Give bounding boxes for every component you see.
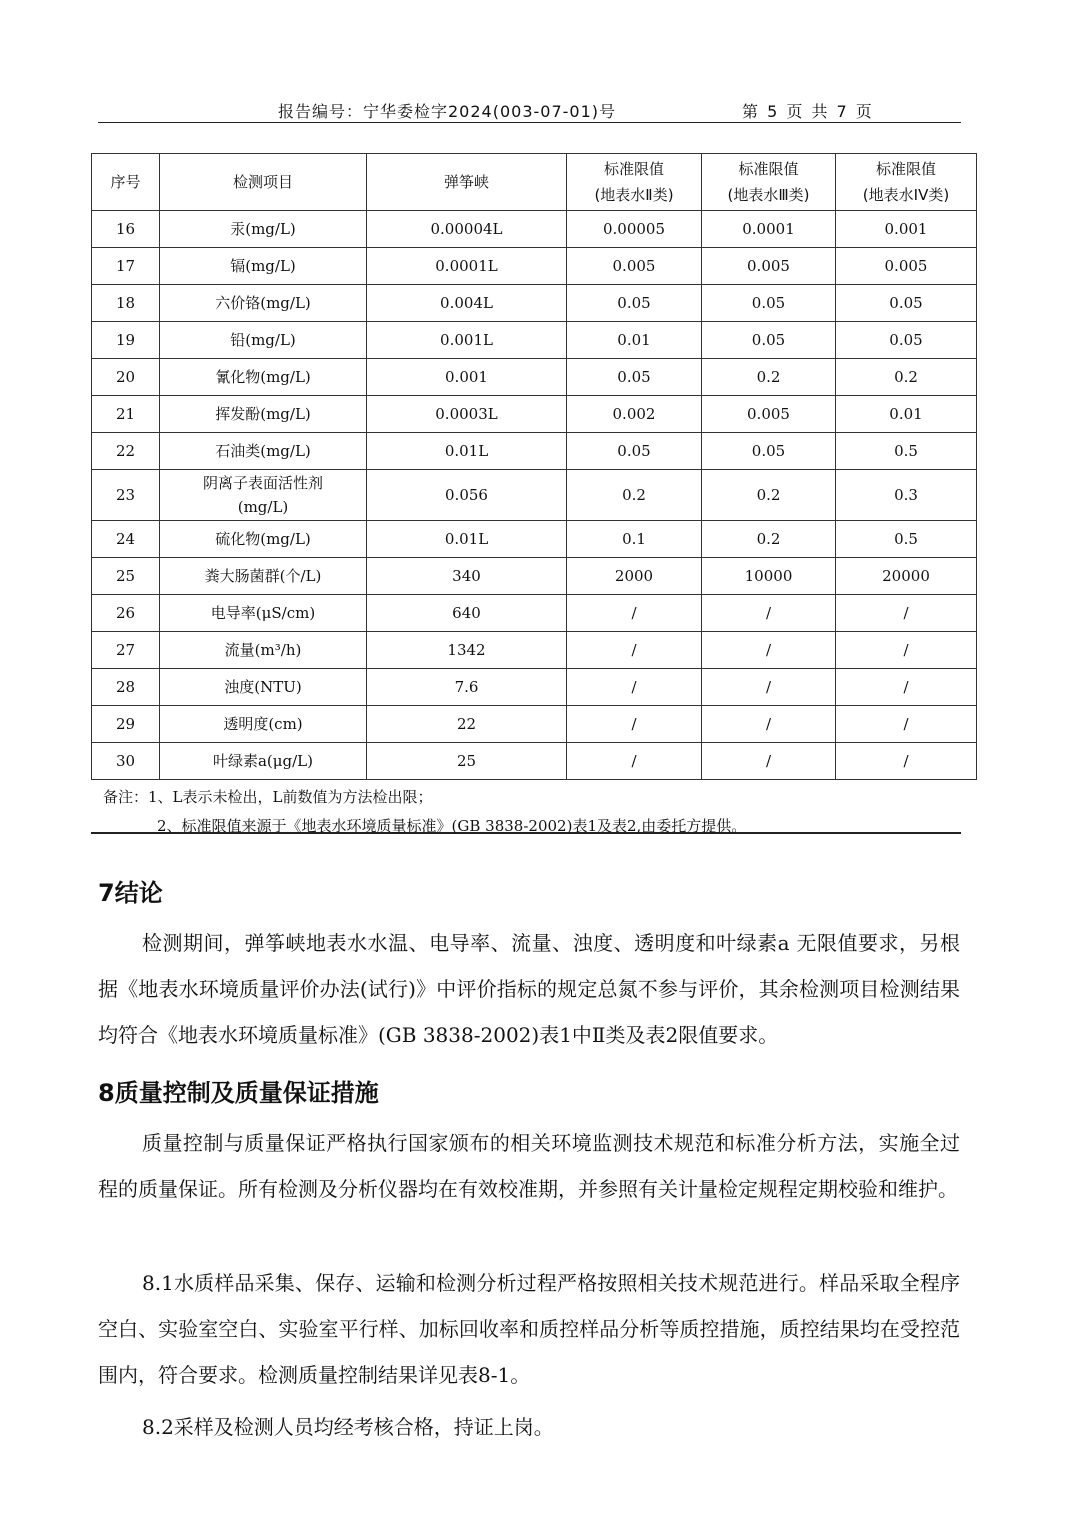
- cell-std4: 0.3: [836, 470, 977, 521]
- qc-paragraph-2: 8.1水质样品采集、保存、运输和检测分析过程严格按照相关技术规范进行。样品采取全程序空白、实验室空白、实验室平行样、加标回收率和质控样品分析等质控措施，质控结果均在受控范围内，符合要求。检测质量控制结果详见表8-1。: [98, 1271, 960, 1387]
- cell-std4: 20000: [836, 558, 977, 595]
- cell-std2: 0.01: [567, 322, 702, 359]
- section-8-2-body: [98, 1404, 960, 1450]
- cell-no: 16: [92, 211, 160, 248]
- cell-item: 叶绿素a(μg/L): [160, 743, 367, 780]
- cell-std2: 0.002: [567, 396, 702, 433]
- table-notes: [91, 776, 961, 834]
- cell-no: 28: [92, 669, 160, 706]
- qc-paragraph-1: 质量控制与质量保证严格执行国家颁布的相关环境监测技术规范和标准分析方法，实施全过程的质量保证。所有检测及分析仪器均在有效校准期，并参照有关计量检定规程定期校验和维护。: [98, 1131, 960, 1201]
- table-row: [92, 743, 977, 780]
- note-line-2: 2、标准限值来源于《地表水环境质量标准》(GB 3838-2002)表1及表2,由委托方提供。: [157, 817, 747, 835]
- header-item: 检测项目: [160, 154, 367, 211]
- cell-std4: 0.05: [836, 285, 977, 322]
- cell-item: 阴离子表面活性剂 (mg/L): [160, 470, 367, 521]
- cell-std2: 0.05: [567, 285, 702, 322]
- cell-value: 0.0003L: [367, 396, 567, 433]
- cell-item: 透明度(cm): [160, 706, 367, 743]
- cell-std3: /: [702, 632, 836, 669]
- table-row: [92, 669, 977, 706]
- cell-no: 21: [92, 396, 160, 433]
- cell-no: 17: [92, 248, 160, 285]
- cell-std2: 0.005: [567, 248, 702, 285]
- cell-std3: 0.005: [702, 396, 836, 433]
- table-row: [92, 359, 977, 396]
- table-row: [92, 521, 977, 558]
- header-std-class2: 标准限值 (地表水Ⅱ类): [567, 154, 702, 211]
- cell-no: 19: [92, 322, 160, 359]
- cell-std2: /: [567, 706, 702, 743]
- cell-std3: /: [702, 595, 836, 632]
- cell-value: 0.001L: [367, 322, 567, 359]
- cell-no: 25: [92, 558, 160, 595]
- qc-paragraph-3: 8.2采样及检测人员均经考核合格，持证上岗。: [142, 1415, 554, 1439]
- table-row: [92, 433, 977, 470]
- table-row: [92, 285, 977, 322]
- cell-std3: 0.2: [702, 359, 836, 396]
- cell-std3: /: [702, 669, 836, 706]
- cell-value: 0.01L: [367, 433, 567, 470]
- report-number: 报告编号：宁华委检字2024(003-07-01)号: [278, 102, 617, 121]
- cell-value: 7.6: [367, 669, 567, 706]
- cell-no: 30: [92, 743, 160, 780]
- cell-std3: 0.05: [702, 322, 836, 359]
- section-8-title: 8质量控制及质量保证措施: [98, 1079, 379, 1107]
- cell-std2: 0.05: [567, 433, 702, 470]
- cell-std3: 0.2: [702, 470, 836, 521]
- table-row: [92, 558, 977, 595]
- cell-std2: /: [567, 743, 702, 780]
- cell-std4: /: [836, 706, 977, 743]
- header-no: 序号: [92, 154, 160, 211]
- cell-value: 1342: [367, 632, 567, 669]
- cell-std2: 0.2: [567, 470, 702, 521]
- cell-no: 29: [92, 706, 160, 743]
- cell-value: 0.004L: [367, 285, 567, 322]
- section-7-body: [98, 920, 960, 1058]
- cell-std3: 10000: [702, 558, 836, 595]
- cell-no: 23: [92, 470, 160, 521]
- section-8-1-body: [98, 1260, 960, 1398]
- header-site: 弹筝峡: [367, 154, 567, 211]
- cell-std2: 0.00005: [567, 211, 702, 248]
- cell-value: 0.001: [367, 359, 567, 396]
- header-std-class4: 标准限值 (地表水IV类): [836, 154, 977, 211]
- section-7-title: 7结论: [98, 879, 163, 907]
- cell-value: 0.00004L: [367, 211, 567, 248]
- cell-value: 0.01L: [367, 521, 567, 558]
- cell-no: 18: [92, 285, 160, 322]
- page-header: [98, 98, 961, 123]
- cell-no: 20: [92, 359, 160, 396]
- note-line-1: 备注：1、L表示未检出，L前数值为方法检出限；: [103, 788, 433, 806]
- cell-no: 24: [92, 521, 160, 558]
- cell-std4: 0.001: [836, 211, 977, 248]
- cell-std4: /: [836, 669, 977, 706]
- cell-std4: 0.5: [836, 433, 977, 470]
- cell-no: 26: [92, 595, 160, 632]
- cell-std2: 0.05: [567, 359, 702, 396]
- results-table: [91, 153, 977, 780]
- cell-std4: /: [836, 743, 977, 780]
- cell-item: 石油类(mg/L): [160, 433, 367, 470]
- cell-item: 浊度(NTU): [160, 669, 367, 706]
- cell-std3: 0.2: [702, 521, 836, 558]
- cell-std4: 0.005: [836, 248, 977, 285]
- table-row: [92, 396, 977, 433]
- cell-item: 氰化物(mg/L): [160, 359, 367, 396]
- section-8-body: [98, 1120, 960, 1212]
- table-header-row: [92, 154, 977, 211]
- cell-std2: /: [567, 669, 702, 706]
- cell-item: 六价铬(mg/L): [160, 285, 367, 322]
- cell-item: 铅(mg/L): [160, 322, 367, 359]
- cell-std4: /: [836, 595, 977, 632]
- header-std-class3: 标准限值 (地表水Ⅲ类): [702, 154, 836, 211]
- cell-value: 0.0001L: [367, 248, 567, 285]
- cell-item: 挥发酚(mg/L): [160, 396, 367, 433]
- cell-std4: /: [836, 632, 977, 669]
- cell-std3: 0.05: [702, 285, 836, 322]
- cell-value: 25: [367, 743, 567, 780]
- cell-std2: /: [567, 595, 702, 632]
- table-row: [92, 322, 977, 359]
- cell-std2: 2000: [567, 558, 702, 595]
- cell-item: 镉(mg/L): [160, 248, 367, 285]
- table-row: [92, 470, 977, 521]
- table-row: [92, 248, 977, 285]
- page-number: 第 5 页 共 7 页: [742, 102, 874, 121]
- cell-value: 22: [367, 706, 567, 743]
- cell-item: 粪大肠菌群(个/L): [160, 558, 367, 595]
- cell-item: 硫化物(mg/L): [160, 521, 367, 558]
- cell-std3: /: [702, 706, 836, 743]
- cell-item: 电导率(μS/cm): [160, 595, 367, 632]
- conclusion-paragraph: 检测期间，弹筝峡地表水水温、电导率、流量、浊度、透明度和叶绿素a 无限值要求，另根据《地表水环境质量评价办法(试行)》中评价指标的规定总氮不参与评价，其余检测项目检测结果均符合《地表水环境质量标准》(GB 3838-2002)表1中Ⅱ类及表2限值要求。: [98, 931, 960, 1047]
- cell-std2: 0.1: [567, 521, 702, 558]
- cell-std4: 0.2: [836, 359, 977, 396]
- table-row: [92, 706, 977, 743]
- cell-std3: 0.005: [702, 248, 836, 285]
- cell-value: 640: [367, 595, 567, 632]
- cell-std3: 0.0001: [702, 211, 836, 248]
- cell-std2: /: [567, 632, 702, 669]
- cell-value: 340: [367, 558, 567, 595]
- cell-std4: 0.01: [836, 396, 977, 433]
- table-row: [92, 595, 977, 632]
- cell-value: 0.056: [367, 470, 567, 521]
- cell-std4: 0.05: [836, 322, 977, 359]
- table-row: [92, 632, 977, 669]
- cell-std3: 0.05: [702, 433, 836, 470]
- cell-no: 22: [92, 433, 160, 470]
- cell-item: 汞(mg/L): [160, 211, 367, 248]
- table-row: [92, 211, 977, 248]
- cell-std4: 0.5: [836, 521, 977, 558]
- cell-item: 流量(m³/h): [160, 632, 367, 669]
- cell-std3: /: [702, 743, 836, 780]
- cell-no: 27: [92, 632, 160, 669]
